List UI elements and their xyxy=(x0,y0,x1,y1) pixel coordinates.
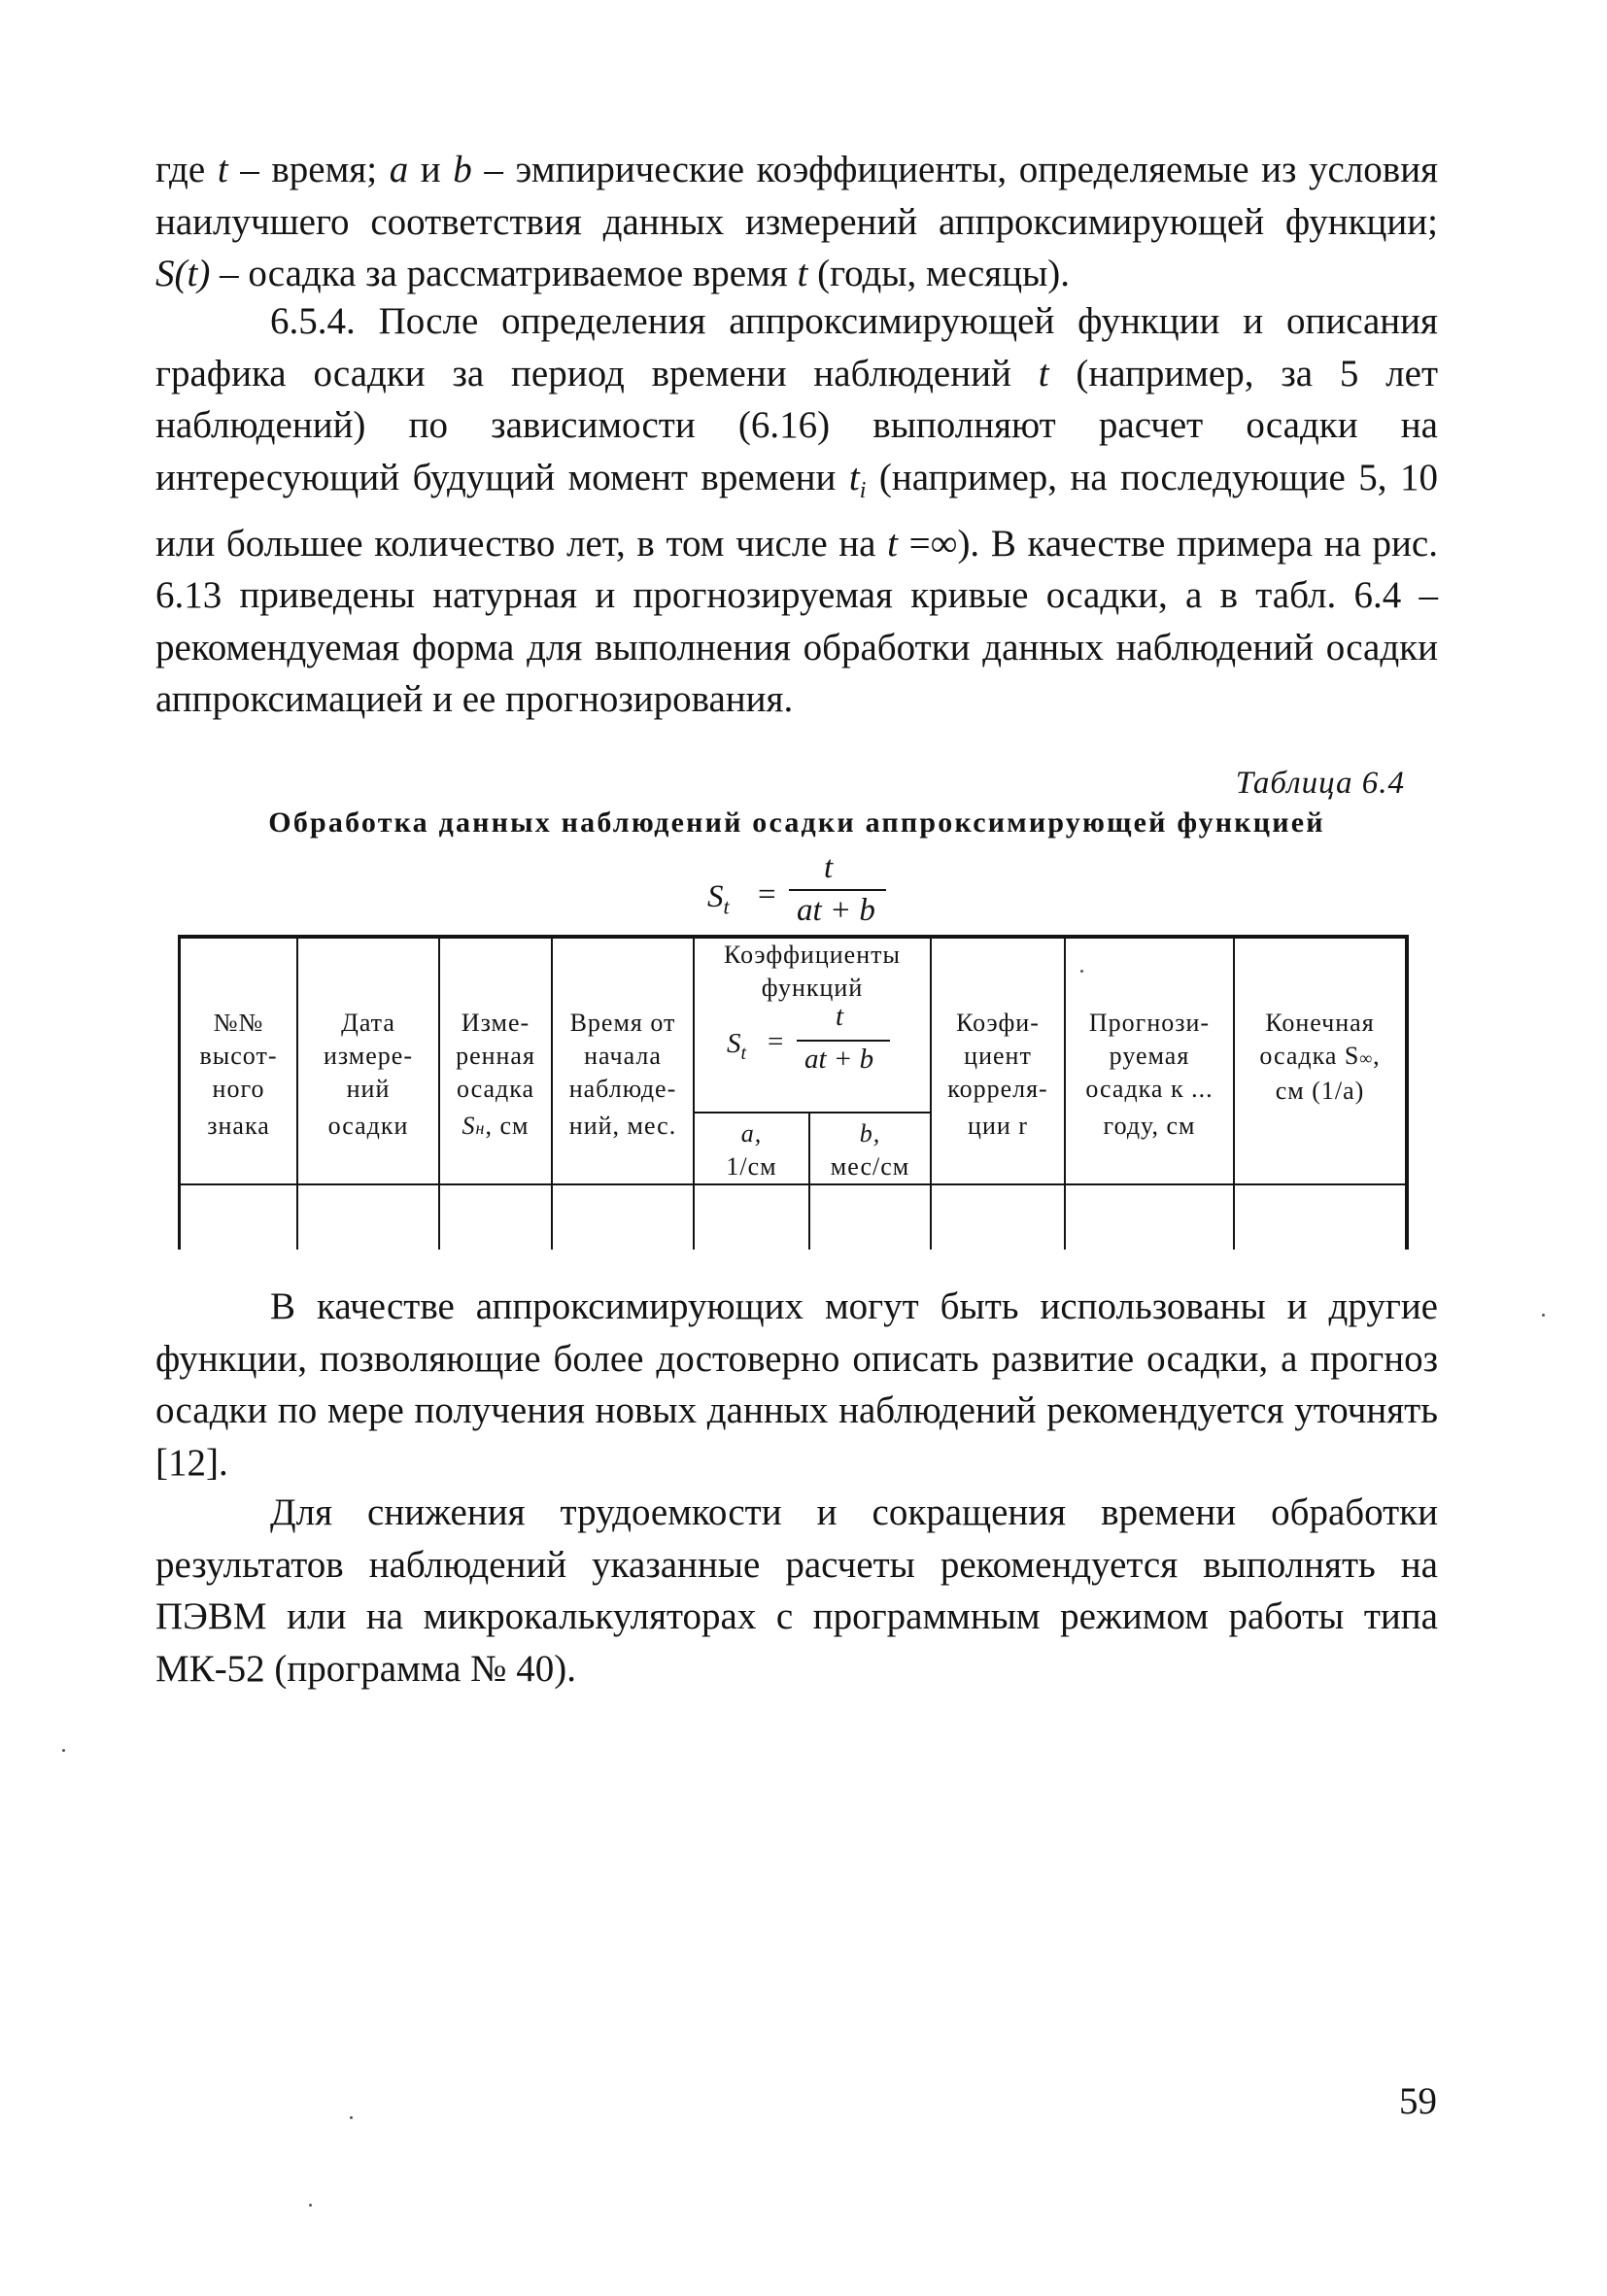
scan-speck xyxy=(350,2116,353,2119)
formula-denominator: at + b xyxy=(804,1044,874,1075)
header-cell-coefficient-b: b, мес/см xyxy=(830,1119,910,1181)
text-run: =∞). В качестве примера на рис. 6.13 приведены натурная и прогнозируемая кривые осадки, а в табл. 6.4 – рекомендуемая форма для выполнения обработки данных наблюдений осадки аппроксимацией и ее прогнозирования. xyxy=(155,522,1438,721)
paragraph-6-5-4 xyxy=(155,295,1438,726)
table-title: Обработка данных наблюдений осадки аппроксимирующей функцией xyxy=(268,806,1325,839)
text-run: 6.5.4. После определения аппроксимирующей функции и описания графика осадки за период времени наблюдений xyxy=(155,300,1438,394)
paragraph-computation xyxy=(155,1487,1438,1695)
variable-ti: t xyxy=(848,456,860,498)
fraction-bar xyxy=(797,1040,890,1042)
formula-equals: = xyxy=(768,1026,784,1057)
header-cell-forecast-settlement: Прогнози- руемая осадка к ... году, см xyxy=(1085,1009,1214,1140)
column-divider xyxy=(1064,935,1066,1250)
table-right-border xyxy=(1405,935,1409,1250)
header-cell-final-settlement: Конечная осадка S∞, см (1/a) xyxy=(1259,1009,1381,1105)
text-run: – эмпирические коэффициенты, определяемые из условия наилучшего соответствия данных измерений аппроксимирующей функции; xyxy=(155,149,1439,243)
column-divider xyxy=(808,1112,810,1250)
text-run: (годы, месяцы). xyxy=(807,253,1071,294)
header-cell-station-number: №№ высот- ного знака xyxy=(199,1009,278,1140)
approximation-formula xyxy=(700,850,913,938)
header-cell-measured-settlement: Изме- ренная осадка Sн, см xyxy=(456,1009,535,1140)
formula-lhs: $S_t$ xyxy=(727,1028,747,1064)
header-cell-correlation: Коэфи- циент корреля- ции r xyxy=(947,1009,1048,1140)
variable-a: a xyxy=(389,149,409,190)
column-divider xyxy=(930,935,932,1250)
column-divider xyxy=(1233,935,1235,1250)
page-number: 59 xyxy=(1399,2080,1437,2122)
column-divider xyxy=(551,935,553,1250)
coefficients-subheader-line xyxy=(693,1112,932,1114)
formula-lhs: $S_t$ xyxy=(707,879,730,919)
text-run: (например, за 5 лет наблюдений) по зависимости (6.16) выполняют расчет осадки на интересующий будущий момент времени xyxy=(155,352,1438,498)
coefficients-formula xyxy=(717,1001,902,1088)
formula-numerator: t xyxy=(836,1001,844,1032)
table-left-border xyxy=(178,935,181,1250)
formula-equals: = xyxy=(758,877,776,912)
formula-denominator: at + b xyxy=(797,893,875,928)
formula-numerator: t xyxy=(824,850,834,885)
paragraph-other-functions xyxy=(155,1281,1438,1489)
text-run: Для снижения трудоемкости и сокращения времени обработки результатов наблюдений указанные расчеты рекомендуется выполнять на ПЭВМ или на микрокалькуляторах с программным режимом работы типа МК-52 (программа № 40). xyxy=(155,1491,1438,1690)
text-run: и xyxy=(408,149,454,190)
variable-t: t xyxy=(217,149,228,190)
variable-t: t xyxy=(1038,352,1049,394)
header-cell-elapsed-time: Время от начала наблюде- ний, мес. xyxy=(568,1009,677,1140)
variable-s-t: S(t) xyxy=(155,253,211,294)
text-run: В качестве аппроксимирующих могут быть использованы и другие функции, позволяющие более достоверно описать развитие осадки, а прогноз осадки по мере получения новых данных наблюдений рекомендуется уточнять [12]. xyxy=(155,1285,1438,1484)
text-run: (например, на последующие 5, 10 или большее количество лет, в том числе на xyxy=(155,456,1438,565)
scan-speck xyxy=(1080,970,1083,973)
text-run: где xyxy=(155,149,218,190)
column-divider xyxy=(693,935,695,1250)
variable-t: t xyxy=(887,522,898,565)
table-caption: Таблица 6.4 xyxy=(1235,766,1405,801)
column-divider xyxy=(296,935,298,1250)
table-header-bottom-border xyxy=(178,1183,1408,1185)
paragraph-definitions xyxy=(155,144,1438,300)
scan-speck xyxy=(1542,1314,1545,1317)
variable-t: t xyxy=(797,253,808,294)
header-cell-measurement-date: Дата измере- ний осадки xyxy=(323,1009,413,1140)
fraction-bar xyxy=(789,889,886,891)
column-divider xyxy=(438,935,440,1250)
text-run: – осадка за рассматриваемое время xyxy=(210,253,798,294)
header-cell-coefficient-a: a, 1/см xyxy=(726,1119,777,1181)
text-run: – время; xyxy=(227,149,390,190)
header-cell-coefficients: Коэффициенты функций xyxy=(724,941,901,1002)
scan-speck xyxy=(62,1749,65,1752)
variable-b: b xyxy=(453,149,472,190)
scan-speck xyxy=(309,2204,312,2207)
variable-ti-subscript: i xyxy=(859,478,867,504)
